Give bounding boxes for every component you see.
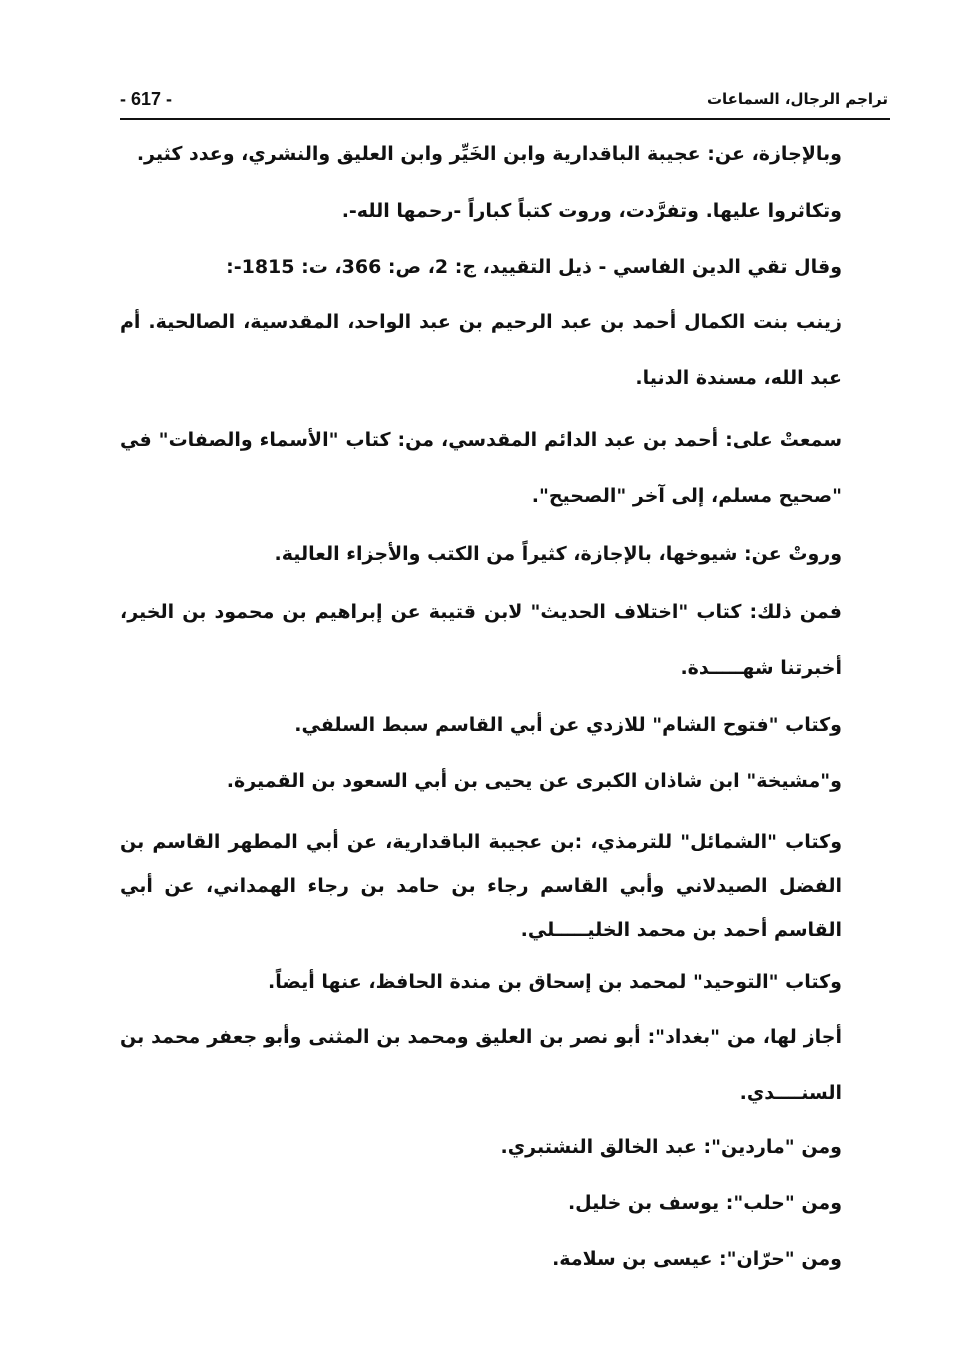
paragraph: وروتْ عن: شيوخها، بالإجازة، كثيراً من الكتب والأجزاء العالية. [274,543,842,565]
paragraph: ومن "حلب": يوسف بن خليل. [567,1192,842,1214]
paragraph: ومن "ماردين": عبد الخالق النشتبري. [500,1136,842,1158]
paragraph: وقال تقي الدين الفاسي - ذيل التقييد، ج: 2، ص: 366، ت: 1815-: [226,256,842,278]
paragraph: وتكاثروا عليها. وتفرَّدت، وروت كتباً كباراً -رحمها الله-. [341,200,842,222]
page-number: - 617 - [120,88,173,109]
paragraph: فمن ذلك: كتاب "اختلاف الحديث" لابن قتيبة عن إبراهيم بن محمود بن الخير، أخبرتنا شهـــــدة. [120,601,842,679]
paragraph: زينب بنت الكمال أحمد بن عبد الرحيم بن عبد الواحد، المقدسية، الصالحية. أم عبد الله، مسندة الدنيا. [120,311,842,389]
paragraph: وكتاب "التوحيد" لمحمد بن إسحاق بن مندة الحافظ، عنها أيضاً. [268,971,842,993]
paragraph: وكتاب "الشمائل" للترمذي، :بن عجيبة الباقدارية، عن أبي المطهر القاسم بن الفضل الصيدلاني وأبي القاسم رجاء بن حامد بن رجاء الهمداني، عن أبي القاسم أحمد بن محمد الخليـــــلي. [120,831,842,941]
paragraph: و"مشيخة" ابن شاذان الكبرى عن يحيى بن أبي السعود بن القميرة. [226,770,842,792]
body-text [120,126,890,1274]
running-title: تراجم الرجال، السماعات [706,90,888,108]
paragraph: سمعتْ على: أحمد بن عبد الدائم المقدسي، من: كتاب "الأسماء والصفات" في "صحيح مسلم، إلى آخر "الصحيح". [120,429,842,507]
paragraph: ومن "حرّان": عيسى بن سلامة. [552,1248,842,1270]
page-header [120,84,888,114]
header-rule [120,118,890,120]
paragraph: وكتاب "فتوح الشام" للازدي عن أبي القاسم سبط السلفي. [294,714,842,736]
paragraph: أجاز لها، من "بغداد": أبو نصر بن العليق ومحمد بن المثنى وأبو جعفر محمد بن السنــــدي. [120,1026,842,1104]
paragraph: وبالإجازة، عن: عجيبة الباقدارية وابن الخَيِّر وابن العليق والنشري، وعدد كثير. [136,143,842,165]
